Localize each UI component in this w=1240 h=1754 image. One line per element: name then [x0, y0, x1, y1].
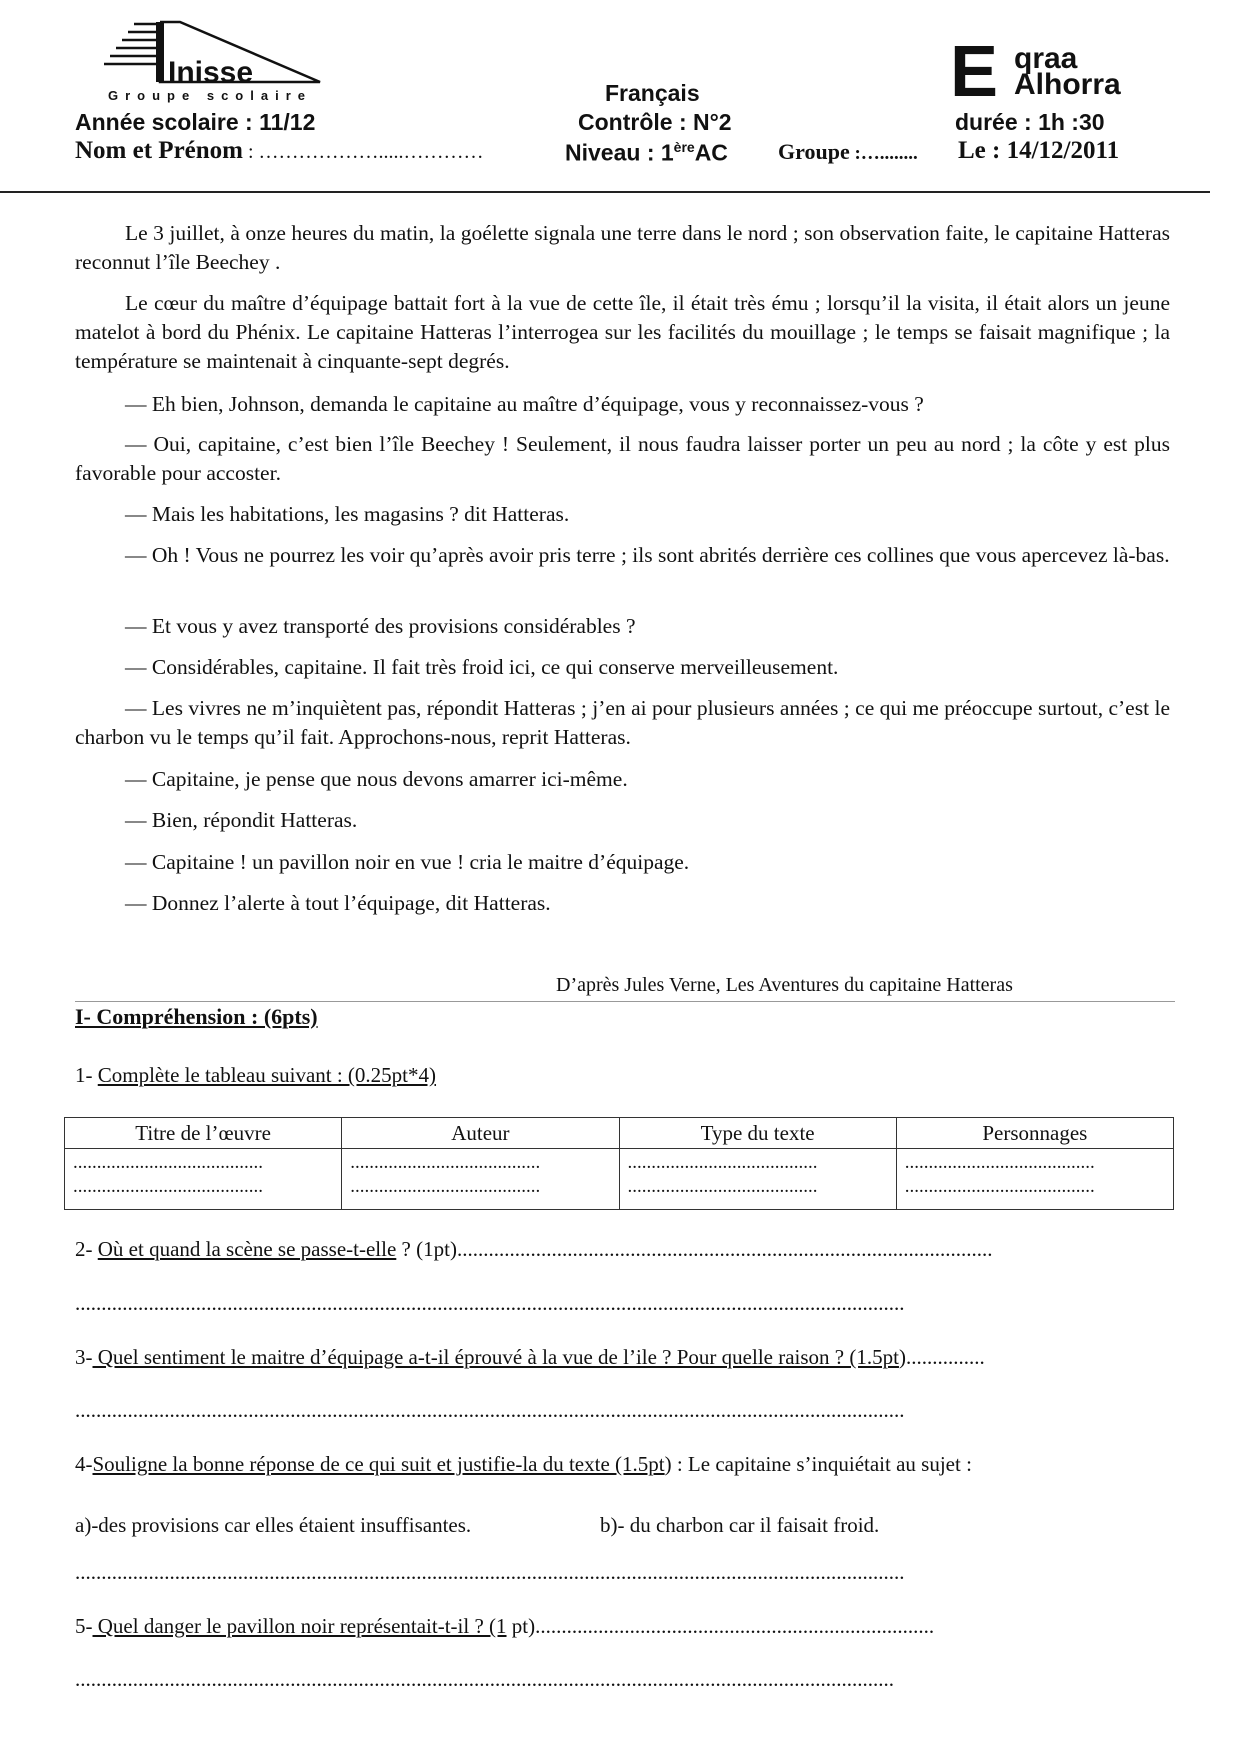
header-divider: [0, 191, 1210, 193]
logo-right-letter: E: [950, 40, 999, 98]
exam-duration: durée : 1h :30: [955, 109, 1105, 135]
table-header: Personnages: [896, 1118, 1173, 1149]
source-divider: [75, 1001, 1175, 1002]
exam-number: Contrôle : N°2: [578, 109, 732, 135]
logo-right-line2: Alhorra: [1014, 68, 1121, 98]
question-5: 5- Quel danger le pavillon noir représentait-t-il ? (1 pt)............................................................................: [75, 1614, 935, 1638]
text-paragraph: — Eh bien, Johnson, demanda le capitaine au maître d’équipage, vous y reconnaissez-vous ?: [125, 392, 924, 416]
table-header: Titre de l’œuvre: [65, 1118, 342, 1149]
student-name-field[interactable]: [75, 137, 484, 165]
table-cell[interactable]: ........................................ ........................................: [342, 1149, 619, 1210]
table-cell[interactable]: ........................................ ........................................: [65, 1149, 342, 1210]
text-paragraph: — Oh ! Vous ne pourrez les voir qu’après avoir pris terre ; ils sont abrités derrière ces collines que vous apercevez là-bas.: [125, 543, 1170, 567]
table-cell[interactable]: ........................................ ........................................: [619, 1149, 896, 1210]
level: [565, 139, 728, 167]
level-prefix: Niveau : 1: [565, 139, 674, 166]
answer-line[interactable]: ..............................................................................................................................................................: [75, 1398, 905, 1422]
group-dots: :…........: [849, 143, 918, 164]
text-paragraph: — Oui, capitaine, c’est bien l’île Beechey ! Seulement, il nous faudra laisser porter un peu au nord ; la côte y est plus favorable pour accoster.: [75, 432, 1170, 485]
option-a[interactable]: a)-des provisions car elles étaient insuffisantes.: [75, 1513, 472, 1537]
group-field[interactable]: [778, 139, 918, 165]
question-2: 2- Où et quand la scène se passe-t-elle ? (1pt)......................................................................................................: [75, 1237, 993, 1261]
table-cell[interactable]: ........................................ ........................................: [896, 1149, 1173, 1210]
answer-line[interactable]: ..............................................................................................................................................................: [75, 1560, 905, 1584]
question-1: 1- Complète le tableau suivant : (0.25pt*4): [75, 1063, 437, 1087]
text-source: D’après Jules Verne, Les Aventures du capitaine Hatteras: [556, 974, 1013, 996]
text-paragraph: — Capitaine, je pense que nous devons amarrer ici-même.: [125, 767, 628, 791]
section-title: I- Compréhension : (6pts): [75, 1004, 318, 1029]
eqraa-logo: [950, 40, 1140, 98]
school-logo: [100, 20, 330, 106]
logo-right-line1: qraa: [1014, 42, 1078, 75]
answer-line[interactable]: ............................................................................................................................................................: [75, 1667, 894, 1691]
text-paragraph: — Et vous y avez transporté des provisions considérables ?: [125, 614, 636, 638]
name-label: Nom et Prénom: [75, 137, 243, 164]
option-b[interactable]: b)- du charbon car il faisait froid.: [600, 1513, 880, 1537]
text-paragraph: — Les vivres ne m’inquiètent pas, répondit Hatteras ; j’en ai pour plusieurs années ; ce qui me préoccupe surtout, c’est le charbon vu le temps qu’il fait. Approchons-nous, reprit Hatteras.: [75, 696, 1170, 749]
subject-label: Français: [605, 80, 700, 106]
text-paragraph: Le 3 juillet, à onze heures du matin, la goélette signala une terre dans le nord ; son observation faite, le capitaine Hatteras reconnut l’île Beechey .: [75, 221, 1170, 274]
question-4: 4-Souligne la bonne réponse de ce qui suit et justifie-la du texte (1.5pt) : Le capitaine s’inquiétait au sujet :: [75, 1452, 972, 1476]
logo-left-wordmark: Inisse: [168, 56, 254, 89]
text-paragraph: — Donnez l’alerte à tout l’équipage, dit Hatteras.: [125, 891, 551, 915]
level-suffix: AC: [694, 139, 728, 166]
table-header: Auteur: [342, 1118, 619, 1149]
text-paragraph: — Mais les habitations, les magasins ? dit Hatteras.: [125, 502, 570, 526]
table-header: Type du texte: [619, 1118, 896, 1149]
school-year: Année scolaire : 11/12: [75, 109, 316, 135]
text-paragraph: — Bien, répondit Hatteras.: [125, 808, 358, 832]
group-label: Groupe: [778, 139, 850, 164]
logo-left-subtitle: Groupe scolaire: [108, 88, 312, 103]
text-paragraph: — Capitaine ! un pavillon noir en vue ! cria le maitre d’équipage.: [125, 850, 690, 874]
text-paragraph: — Considérables, capitaine. Il fait très froid ici, ce qui conserve merveilleusement.: [125, 655, 839, 679]
question-3: 3- Quel sentiment le maitre d’équipage a-t-il éprouvé à la vue de l’ile ? Pour quelle raison ? (1.5pt)...............: [75, 1345, 985, 1369]
exam-date: Le : 14/12/2011: [958, 137, 1120, 164]
name-dots: : ……………….....…………: [243, 141, 484, 163]
answer-table: [64, 1117, 1174, 1210]
text-paragraph: Le cœur du maître d’équipage battait fort à la vue de cette île, il était très ému ; lorsqu’il la visita, il était alors un jeune matelot à bord du Phénix. Le capitaine Hatteras l’interrogea sur les facilités du mouillage ; le temps se faisait magnifique ; la température se maintenait à cinquante-sept degrés.: [75, 291, 1170, 373]
answer-line[interactable]: ..............................................................................................................................................................: [75, 1291, 905, 1315]
level-sup: ère: [673, 139, 695, 155]
